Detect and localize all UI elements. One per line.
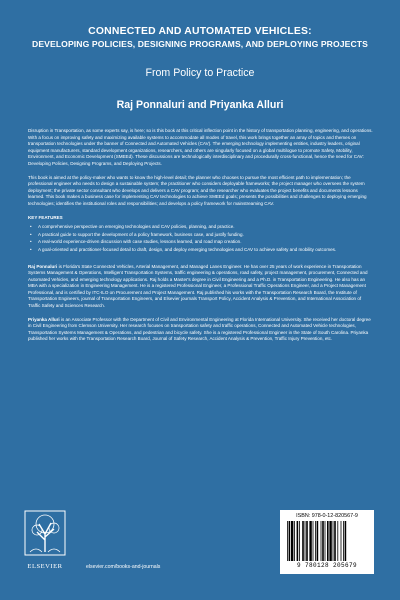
book-authors: Raj Ponnaluri and Priyanka Alluri <box>116 99 284 111</box>
isbn-barcode <box>280 510 374 574</box>
elsevier-tree-icon <box>24 510 66 556</box>
key-feature-item: • A practical guide to support the development of a policy framework, business case, and justify funding. <box>28 232 374 239</box>
author-bio-1-name: Raj Ponnaluri <box>28 263 58 269</box>
author-bio-2-name: Priyanka Alluri <box>28 316 60 322</box>
back-cover-text <box>28 128 374 350</box>
publisher-url: elsevier.com/books-and-journals <box>86 564 161 570</box>
book-title-line1: CONNECTED AND AUTOMATED VEHICLES: <box>88 26 312 37</box>
book-title-line2: DEVELOPING POLICIES, DESIGNING PROGRAMS, AND DEPLOYING PROJECTS <box>32 39 368 49</box>
author-bio-2 <box>28 317 374 343</box>
author-bio-1 <box>28 264 374 310</box>
barcode-bars <box>285 521 369 561</box>
description-paragraph-2: This book is aimed at the policy-maker who wants to know the high-level detail; the planner who chooses to pursue the most efficient path to implementation; the professional engineer who needs to design a sustainable system; the practitioner who considers deployable frameworks; the project manager who oversees the system deployment; the private sector consultant who develops and delivers a CAV program; and the researcher who evaluates the project benefits and documents lessons learned. This book makes a business case for implementing CAV technologies to achieve SMEEd goals; presents the possibilities and challenges to deploying emerging technologies; identifies the institutional roles and responsibilities; and develops a policy framework for mainstreaming CAV. <box>28 174 367 206</box>
key-features-list <box>28 224 374 253</box>
publisher-logo <box>24 510 66 570</box>
publisher-name: ELSEVIER <box>27 563 63 570</box>
book-subtitle: From Policy to Practice <box>145 67 255 79</box>
description-paragraph-1: Disruption in Transportation, as some experts say, is here; so is this book at this critical inflection point in the history of transportation planning, engineering, and operations. With a focus on improving safety and maximizing available systems to accommodate all modes of travel, this work brings together an array of topics and themes on transportation technologies under the banner of Connected and Automated Vehicles (CAV). The emerging technology implementing entities, industry leaders, original equipment manufacturers, standard development organizations, researchers, and others are singularly focused on a global multilogue to promote Safety, Mobility, Environment, and Economic Development (SMEEd). These discussions are technologically interdisciplinary and procedurally cross-functional, hence the need for CAV: Developing Policies, Designing Programs, and Deploying Projects. <box>28 128 373 166</box>
barcode-digits: 9 780128 205679 <box>296 562 357 569</box>
key-features-heading: KEY FEATURES <box>28 214 63 220</box>
key-feature-item: • A comprehensive perspective on emerging technologies and CAV policies, planning, and practice. <box>28 224 374 231</box>
key-feature-item: • A real-world experience-driven discussion with case studies, lessons learned, and road map creation. <box>28 239 374 246</box>
isbn-label: ISBN: 978-0-12-820567-9 <box>296 513 358 519</box>
author-bio-2-text: is an Associate Professor with the Department of Civil and Environmental Engineering at Florida International University. She received her doctoral degree in Civil Engineering from Clemson University. Her research focuses on transportation safety and traffic operations, Connected and Automated Vehicle technologies, Transportation Systems Management & Operations, and pedestrian and bicycle safety. She is a registered Professional Engineer in the State of South Carolina. Priyanka published her works with the Transportation Research Board, Journal of Safety Research, Accident Analysis & Prevention, Traffic Injury Prevention, etc. <box>28 316 371 342</box>
author-bio-1-text: is Florida's State Connected Vehicles, Arterial Management, and Managed Lanes Engineer. He has over 25 years of work experience in Transportation Systems Management & Operations, Intelligent Transportation Systems, traffic engineering & operations, road safety, project management, procurement, Connected and Automated Vehicles, and emerging technology applications. Raj holds a Master's degree in Civil Engineering and a Ph.D. in Transportation Engineering. He also has an MBA with a specialization in Engineering Management. He is a registered Professional Engineer, a Professional Traffic Operations Engineer, and a Project Management Professional, and is certified by ITC-ILO on Procurement and Project Management. Raj published his works with the Transportation Research Board, the Institute of Transportation Engineers, journal of Transportation Engineers, and Elsevier journals Transport Policy, Accident Analysis & Prevention, and International Association of Traffic Safety and Sciences Research. <box>28 263 368 309</box>
key-feature-item: • A goal-oriented and practitioner-focused detail to draft, design, and deploy emerging technologies and CAV to achieve safety and mobility outcomes. <box>28 247 374 254</box>
